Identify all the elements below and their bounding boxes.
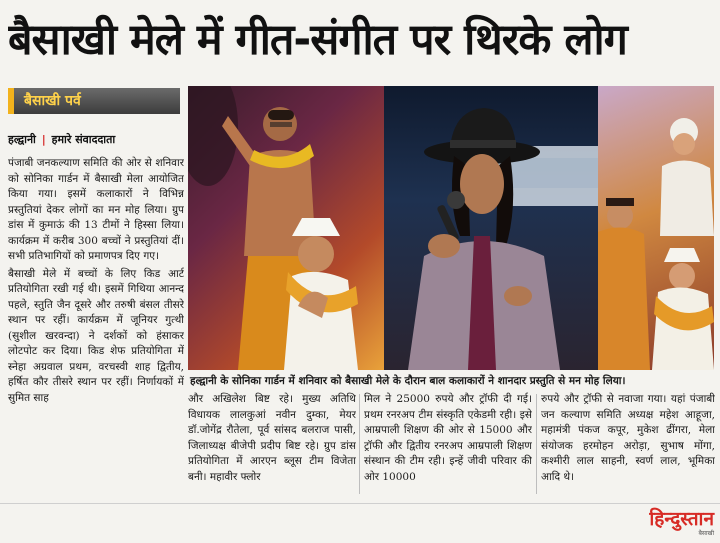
column-divider	[359, 394, 360, 494]
headline: बैसाखी मेले में गीत-संगीत पर थिरके लोग	[8, 15, 627, 65]
photo-caption: हल्द्वानी के सोनिका गार्डन में शनिवार को बैसाखी मेले के दौरान बाल कलाकारों ने शानदार प्रस्तुति से मन मोह लिया।	[190, 375, 626, 387]
newspaper-name: हिन्दुस्तान	[649, 508, 714, 530]
article-column-1	[8, 156, 184, 496]
photo-children-dancing	[188, 86, 384, 370]
byline-reporter: हमारे संवाददाता	[51, 133, 116, 146]
byline-separator: |	[41, 133, 46, 146]
photo-singer-with-microphone	[384, 86, 598, 370]
photo-children-dancing-illustration	[188, 86, 384, 370]
newspaper-logo	[606, 508, 714, 540]
byline-place: हल्द्वानी	[8, 133, 36, 146]
photo-children-performing-illustration	[598, 86, 714, 370]
article-column-2: और अखिलेश बिष्ट रहे। मुख्य अतिथि विधायक लालकुआं नवीन दुम्का, मेयर डॉ.जोगेंद्र रौतेला, पूर्व सांसद बलराज पासी, जिलाध्यक्ष बीजेपी प्रदीप बिष्ट रहे। ग्रुप डांस प्रतियोगिता में आरएन ब्लूस टीम विजेता बनी। महावीर फ्लोर	[188, 393, 356, 483]
byline	[8, 132, 183, 148]
photo-children-performing	[598, 86, 714, 370]
section-tag: बैसाखी पर्व	[8, 88, 180, 114]
footer-divider	[0, 503, 720, 504]
article-paragraph-1: पंजाबी जनकल्याण समिति की ओर से शनिवार को सोनिका गार्डन में बैसाखी मेला आयोजित किया गया। इसमें कलाकारों ने विभिन्न प्रस्तुतियां देकर लोगों का मन मोह लिया। ग्रुप डांस में कुमाऊं की 13 टीमों ने हिस्सा लिया। कार्यक्रम में करीब 300 बच्चों ने प्रस्तुतियां दीं। सभी प्रतिभागियों को प्रमाणपत्र दिए गए।	[8, 157, 184, 262]
column-divider	[536, 394, 537, 494]
article-column-3: मिल ने 25000 रुपये और ट्रॉफी दी गई। प्रथम रनरअप टीम संस्कृति एकेडमी रही। इसे आम्रपाली शिक्षण की ओर से 15000 और ट्रॉफी और द्वितीय रनरअप आम्रपाली शिक्षण संस्थान की टीम रही। इन्हें जीवी परिवार की ओर 10000	[364, 393, 532, 483]
article-paragraph-2: बैसाखी मेले में बच्चों के लिए किड आर्ट प्रतियोगिता रखी गई थी। इसमें गिथिया आनन्द पहले, स्तुति जैन दूसरे और तरुषी बंसल तीसरे स्थान पर रहीं। कार्यक्रम में जूनियर गुत्थी (सुशील खरवन्दा) ने दर्शकों को हंसाकर लोटपोट कर दिया। किड शेफ प्रतियोगिता में स्नेहा अग्रवाल प्रथम, वरचस्वी शाह द्वितीय, हर्षित कौर तीसरे स्थान पर रहीं। निर्णायकों में सुमित साह	[8, 267, 184, 404]
photo-singer-illustration	[384, 86, 598, 370]
article-column-4: रुपये और ट्रॉफी से नवाजा गया। यहां पंजाबी जन कल्याण समिति अध्यक्ष महेश आहूजा, महामंत्री पंकज कपूर, मुकेश ढींगरा, मेला संयोजक हरमोहन अरोड़ा, सुभाष मोंगा, कश्मीरी लाल साहनी, स्वर्ण लाल, भूमिका आदि थे।	[541, 393, 715, 483]
newspaper-tagline: बैसाखी	[698, 530, 714, 537]
